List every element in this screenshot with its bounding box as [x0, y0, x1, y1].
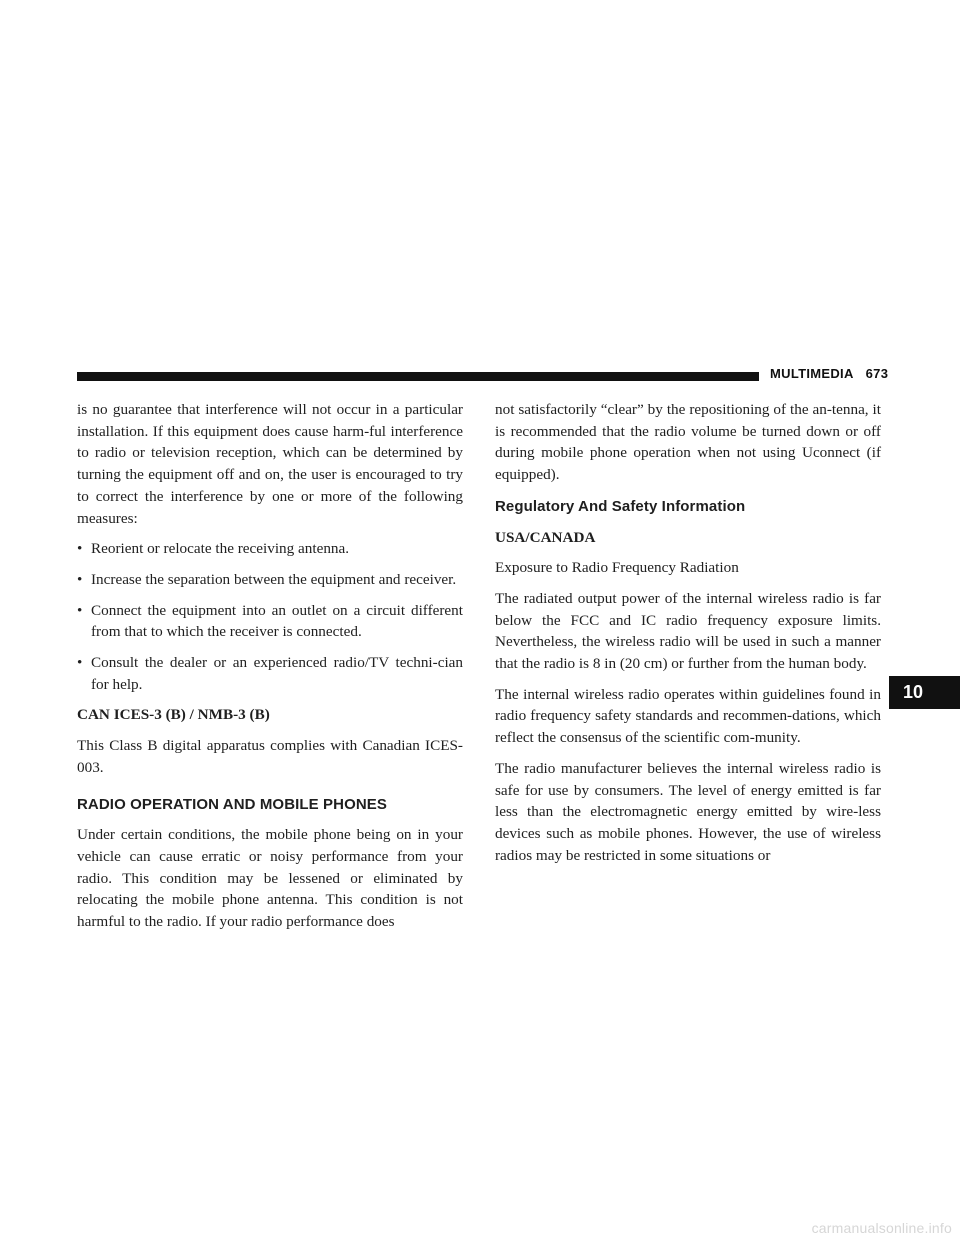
- bullet-icon: •: [77, 654, 83, 672]
- right-column: [495, 399, 881, 875]
- header-rule: [77, 372, 759, 381]
- paragraph: is no guarantee that interference will not occur in a particular installation. If this equipment does cause harm-ful interference to radio or television reception, which can be determined by turning the equipment off and on, the user is encouraged to try to correct the interference by one or more of the following measures:: [77, 401, 463, 527]
- list-item: • Increase the separation between the equipment and receiver.: [77, 569, 463, 591]
- chapter-tab: 10: [889, 676, 960, 709]
- list-item: • Connect the equipment into an outlet on a circuit different from that to which the receiver is connected.: [77, 601, 463, 641]
- paragraph: Under certain conditions, the mobile phone being on in your vehicle can cause erratic or noisy performance from your radio. This condition may be lessened or eliminated by relocating the mobile phone antenna. This condition is not harmful to the radio. If your radio performance does: [77, 826, 463, 931]
- section-name: MULTIMEDIA: [770, 366, 854, 381]
- running-header: [770, 366, 888, 381]
- bullet-icon: •: [77, 601, 83, 619]
- paragraph: This Class B digital apparatus complies with Canadian ICES-003.: [77, 737, 463, 776]
- subheading-usa-canada: USA/CANADA: [495, 528, 596, 546]
- bullet-icon: •: [77, 540, 83, 558]
- page-number: 673: [865, 366, 889, 381]
- measures-list: [77, 538, 463, 695]
- section-title-radio-operation: RADIO OPERATION AND MOBILE PHONES: [77, 795, 387, 813]
- left-column: [77, 399, 463, 942]
- list-item: • Consult the dealer or an experienced radio/TV techni-cian for help.: [77, 654, 463, 693]
- bullet-icon: •: [77, 570, 83, 588]
- subheading-can-ices: CAN ICES-3 (B) / NMB-3 (B): [77, 706, 270, 724]
- section-title-regulatory: Regulatory And Safety Information: [495, 497, 746, 515]
- list-item: • Reorient or relocate the receiving antenna.: [77, 538, 463, 560]
- paragraph: Exposure to Radio Frequency Radiation: [495, 559, 739, 577]
- paragraph: The internal wireless radio operates within guidelines found in radio frequency safety standards and recommen-dations, which reflect the consensus of the scientific com-munity.: [495, 685, 881, 747]
- watermark: carmanualsonline.info: [811, 1220, 952, 1236]
- paragraph: The radio manufacturer believes the internal wireless radio is safe for use by consumers. The level of energy emitted is far less than the electromagnetic energy emitted by wire-less devices such as mobile phones. However, the use of wireless radios may be restricted in some situations or: [495, 759, 881, 864]
- paragraph: not satisfactorily “clear” by the repositioning of the an-tenna, it is recommended that the radio volume be turned down or off during mobile phone operation when not using Uconnect (if equipped).: [495, 401, 881, 484]
- paragraph: The radiated output power of the internal wireless radio is far below the FCC and IC radio frequency exposure limits. Nevertheless, the wireless radio will be used in such a manner that the radio is 8 in (20 cm) or further from the human body.: [495, 589, 881, 673]
